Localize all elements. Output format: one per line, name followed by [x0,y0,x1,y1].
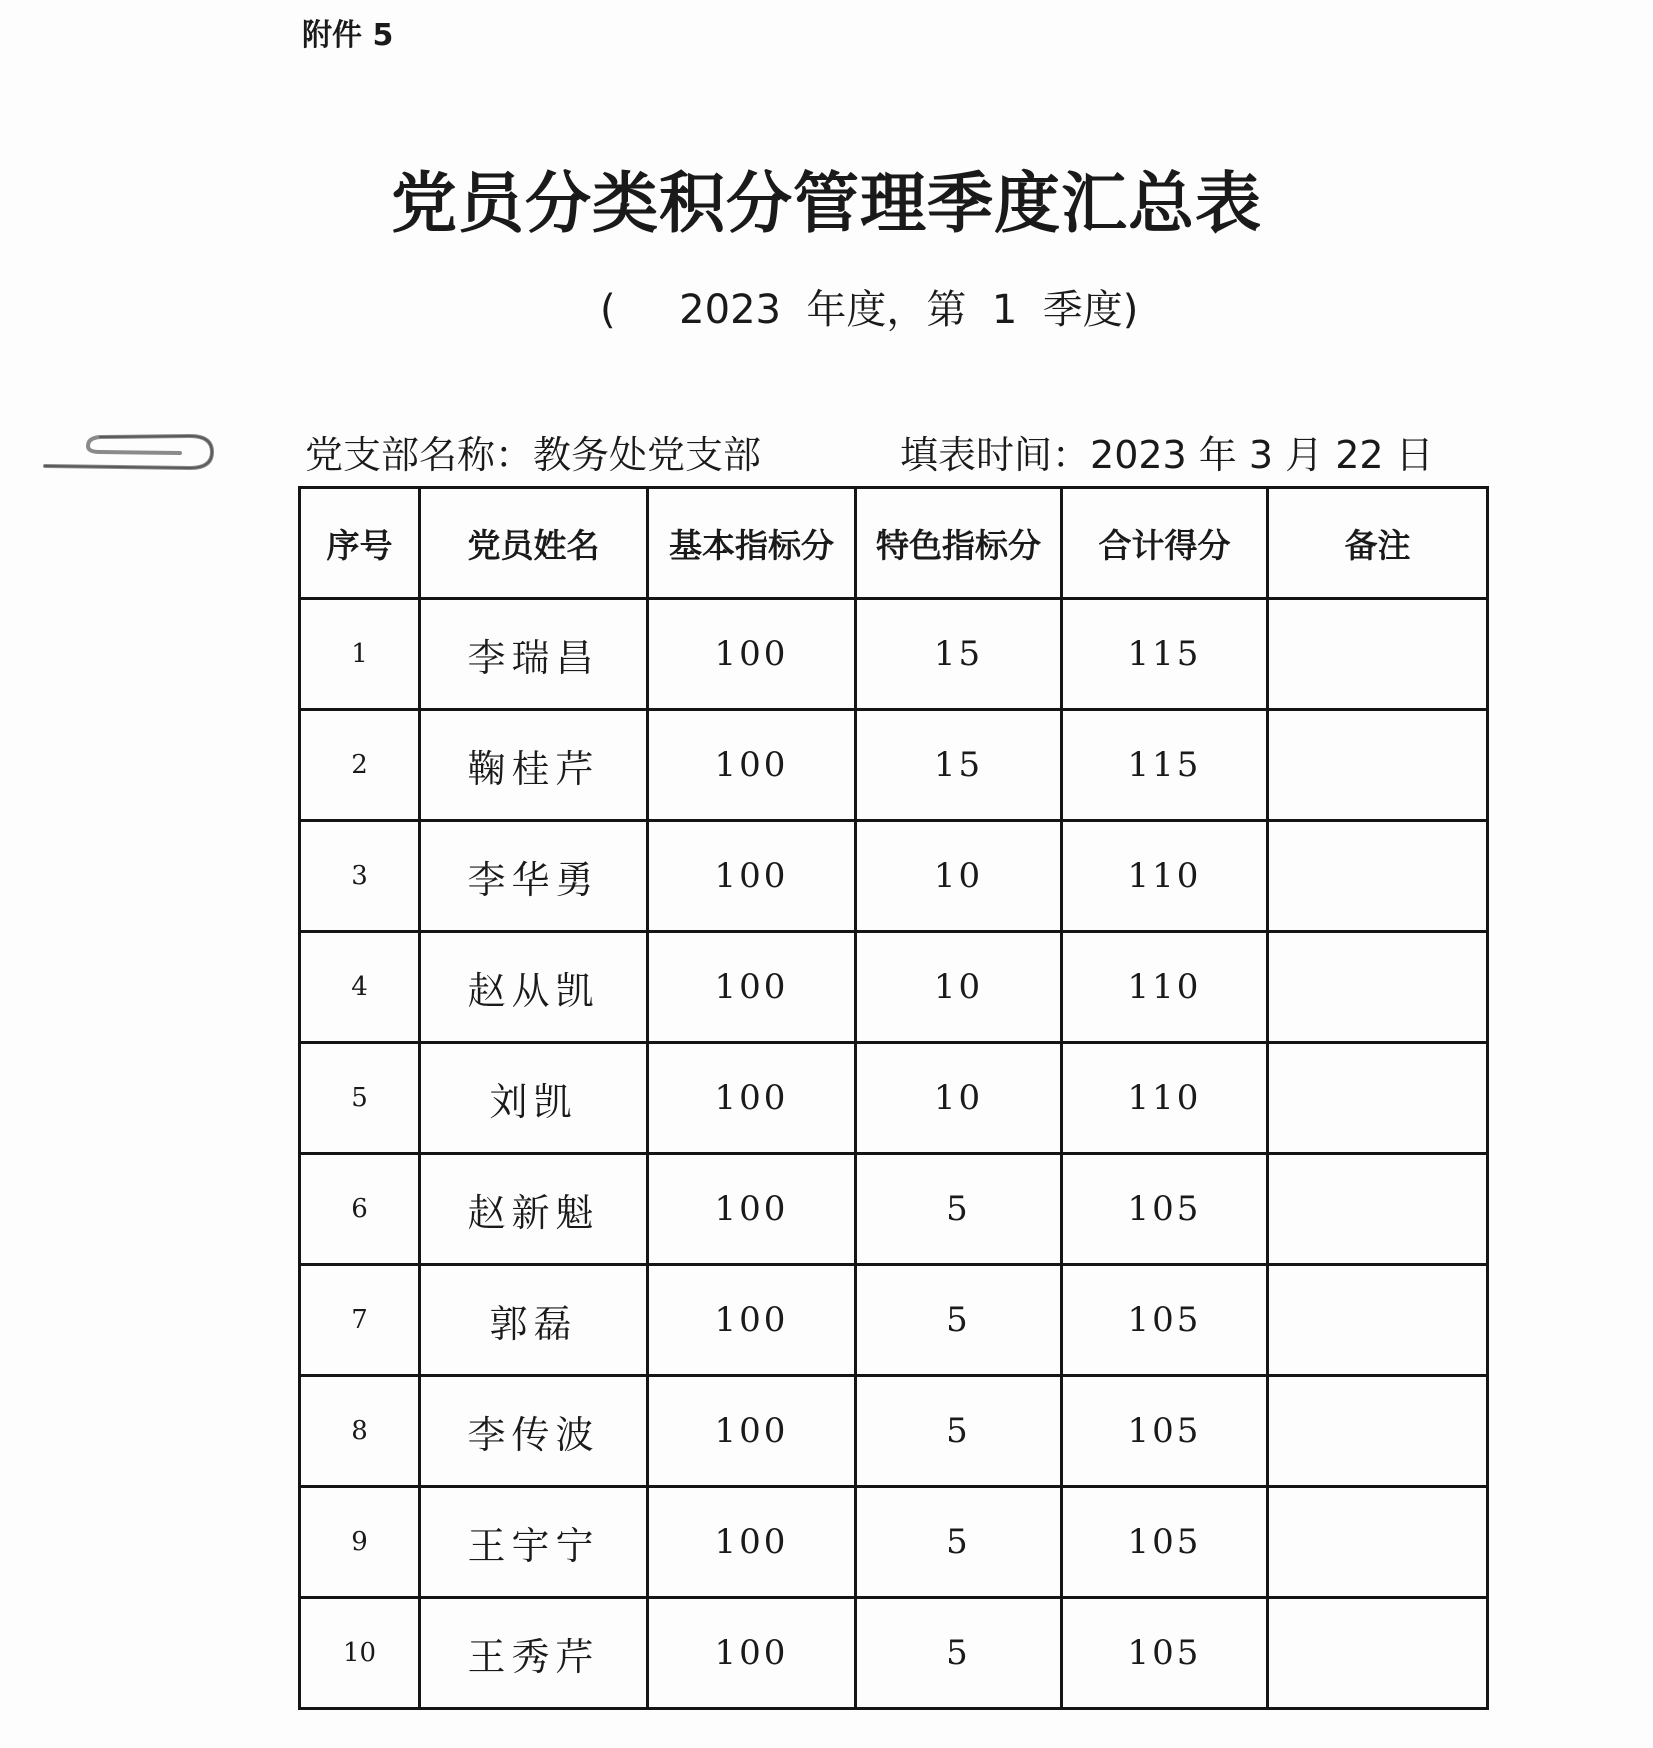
cell-name: 李华勇 [420,821,648,932]
cell-total: 105 [1062,1487,1268,1598]
table-header-row [300,488,1488,599]
attachment-label: 附件 5 [302,18,394,53]
cell-seq: 8 [300,1376,420,1487]
cell-seq: 10 [300,1598,420,1709]
cell-special: 5 [856,1265,1062,1376]
table-row [300,1487,1488,1598]
cell-total: 105 [1062,1265,1268,1376]
cell-basic: 100 [648,1598,856,1709]
cell-total: 115 [1062,599,1268,710]
cell-total: 105 [1062,1598,1268,1709]
cell-name: 李传波 [420,1376,648,1487]
cell-note [1268,1487,1488,1598]
cell-note [1268,599,1488,710]
cell-seq: 9 [300,1487,420,1598]
cell-basic: 100 [648,932,856,1043]
cell-basic: 100 [648,1265,856,1376]
table-row [300,1598,1488,1709]
cell-basic: 100 [648,599,856,710]
cell-seq: 4 [300,932,420,1043]
fill-date-info [900,424,1434,479]
cell-note [1268,1154,1488,1265]
fill-date-value: 2023 年 3 月 22 日 [1090,433,1434,477]
cell-special: 5 [856,1376,1062,1487]
cell-note [1268,1265,1488,1376]
cell-special: 10 [856,821,1062,932]
branch-name: 教务处党支部 [533,433,762,477]
header-seq: 序号 [300,488,420,599]
table-row [300,821,1488,932]
cell-total: 105 [1062,1154,1268,1265]
cell-special: 5 [856,1598,1062,1709]
cell-name: 鞠桂芹 [420,710,648,821]
cell-name: 赵从凯 [420,932,648,1043]
cell-basic: 100 [648,710,856,821]
cell-name: 王秀芹 [420,1598,648,1709]
table-row [300,1043,1488,1154]
header-total-score: 合计得分 [1062,488,1268,599]
cell-seq: 3 [300,821,420,932]
table-row [300,1265,1488,1376]
cell-note [1268,1598,1488,1709]
cell-special: 15 [856,599,1062,710]
cell-name: 刘凯 [420,1043,648,1154]
cell-note [1268,1043,1488,1154]
cell-special: 5 [856,1154,1062,1265]
cell-name: 李瑞昌 [420,599,648,710]
cell-basic: 100 [648,1154,856,1265]
header-note: 备注 [1268,488,1488,599]
score-summary-table [298,486,1489,1710]
fill-date-label: 填表时间： [900,433,1091,477]
cell-note [1268,821,1488,932]
cell-total: 110 [1062,821,1268,932]
cell-total: 110 [1062,1043,1268,1154]
cell-seq: 1 [300,599,420,710]
cell-note [1268,710,1488,821]
table-row [300,1376,1488,1487]
cell-name: 王宇宁 [420,1487,648,1598]
cell-basic: 100 [648,1376,856,1487]
cell-seq: 7 [300,1265,420,1376]
branch-info [305,424,761,479]
cell-total: 110 [1062,932,1268,1043]
table-row [300,710,1488,821]
table-row [300,932,1488,1043]
cell-seq: 5 [300,1043,420,1154]
cell-seq: 6 [300,1154,420,1265]
header-member-name: 党员姓名 [420,488,648,599]
cell-total: 105 [1062,1376,1268,1487]
table-row [300,1154,1488,1265]
cell-name: 郭磊 [420,1265,648,1376]
header-special-score: 特色指标分 [856,488,1062,599]
cell-special: 10 [856,932,1062,1043]
branch-label: 党支部名称： [305,433,534,477]
cell-basic: 100 [648,821,856,932]
cell-special: 5 [856,1487,1062,1598]
cell-basic: 100 [648,1487,856,1598]
table-row [300,599,1488,710]
cell-name: 赵新魁 [420,1154,648,1265]
paperclip-icon [40,428,220,484]
document-subtitle: ( 2023 年度，第 1 季度) [600,287,1139,333]
cell-seq: 2 [300,710,420,821]
cell-total: 115 [1062,710,1268,821]
cell-note [1268,1376,1488,1487]
cell-basic: 100 [648,1043,856,1154]
cell-special: 10 [856,1043,1062,1154]
cell-note [1268,932,1488,1043]
cell-special: 15 [856,710,1062,821]
document-title: 党员分类积分管理季度汇总表 [391,165,1262,242]
header-basic-score: 基本指标分 [648,488,856,599]
